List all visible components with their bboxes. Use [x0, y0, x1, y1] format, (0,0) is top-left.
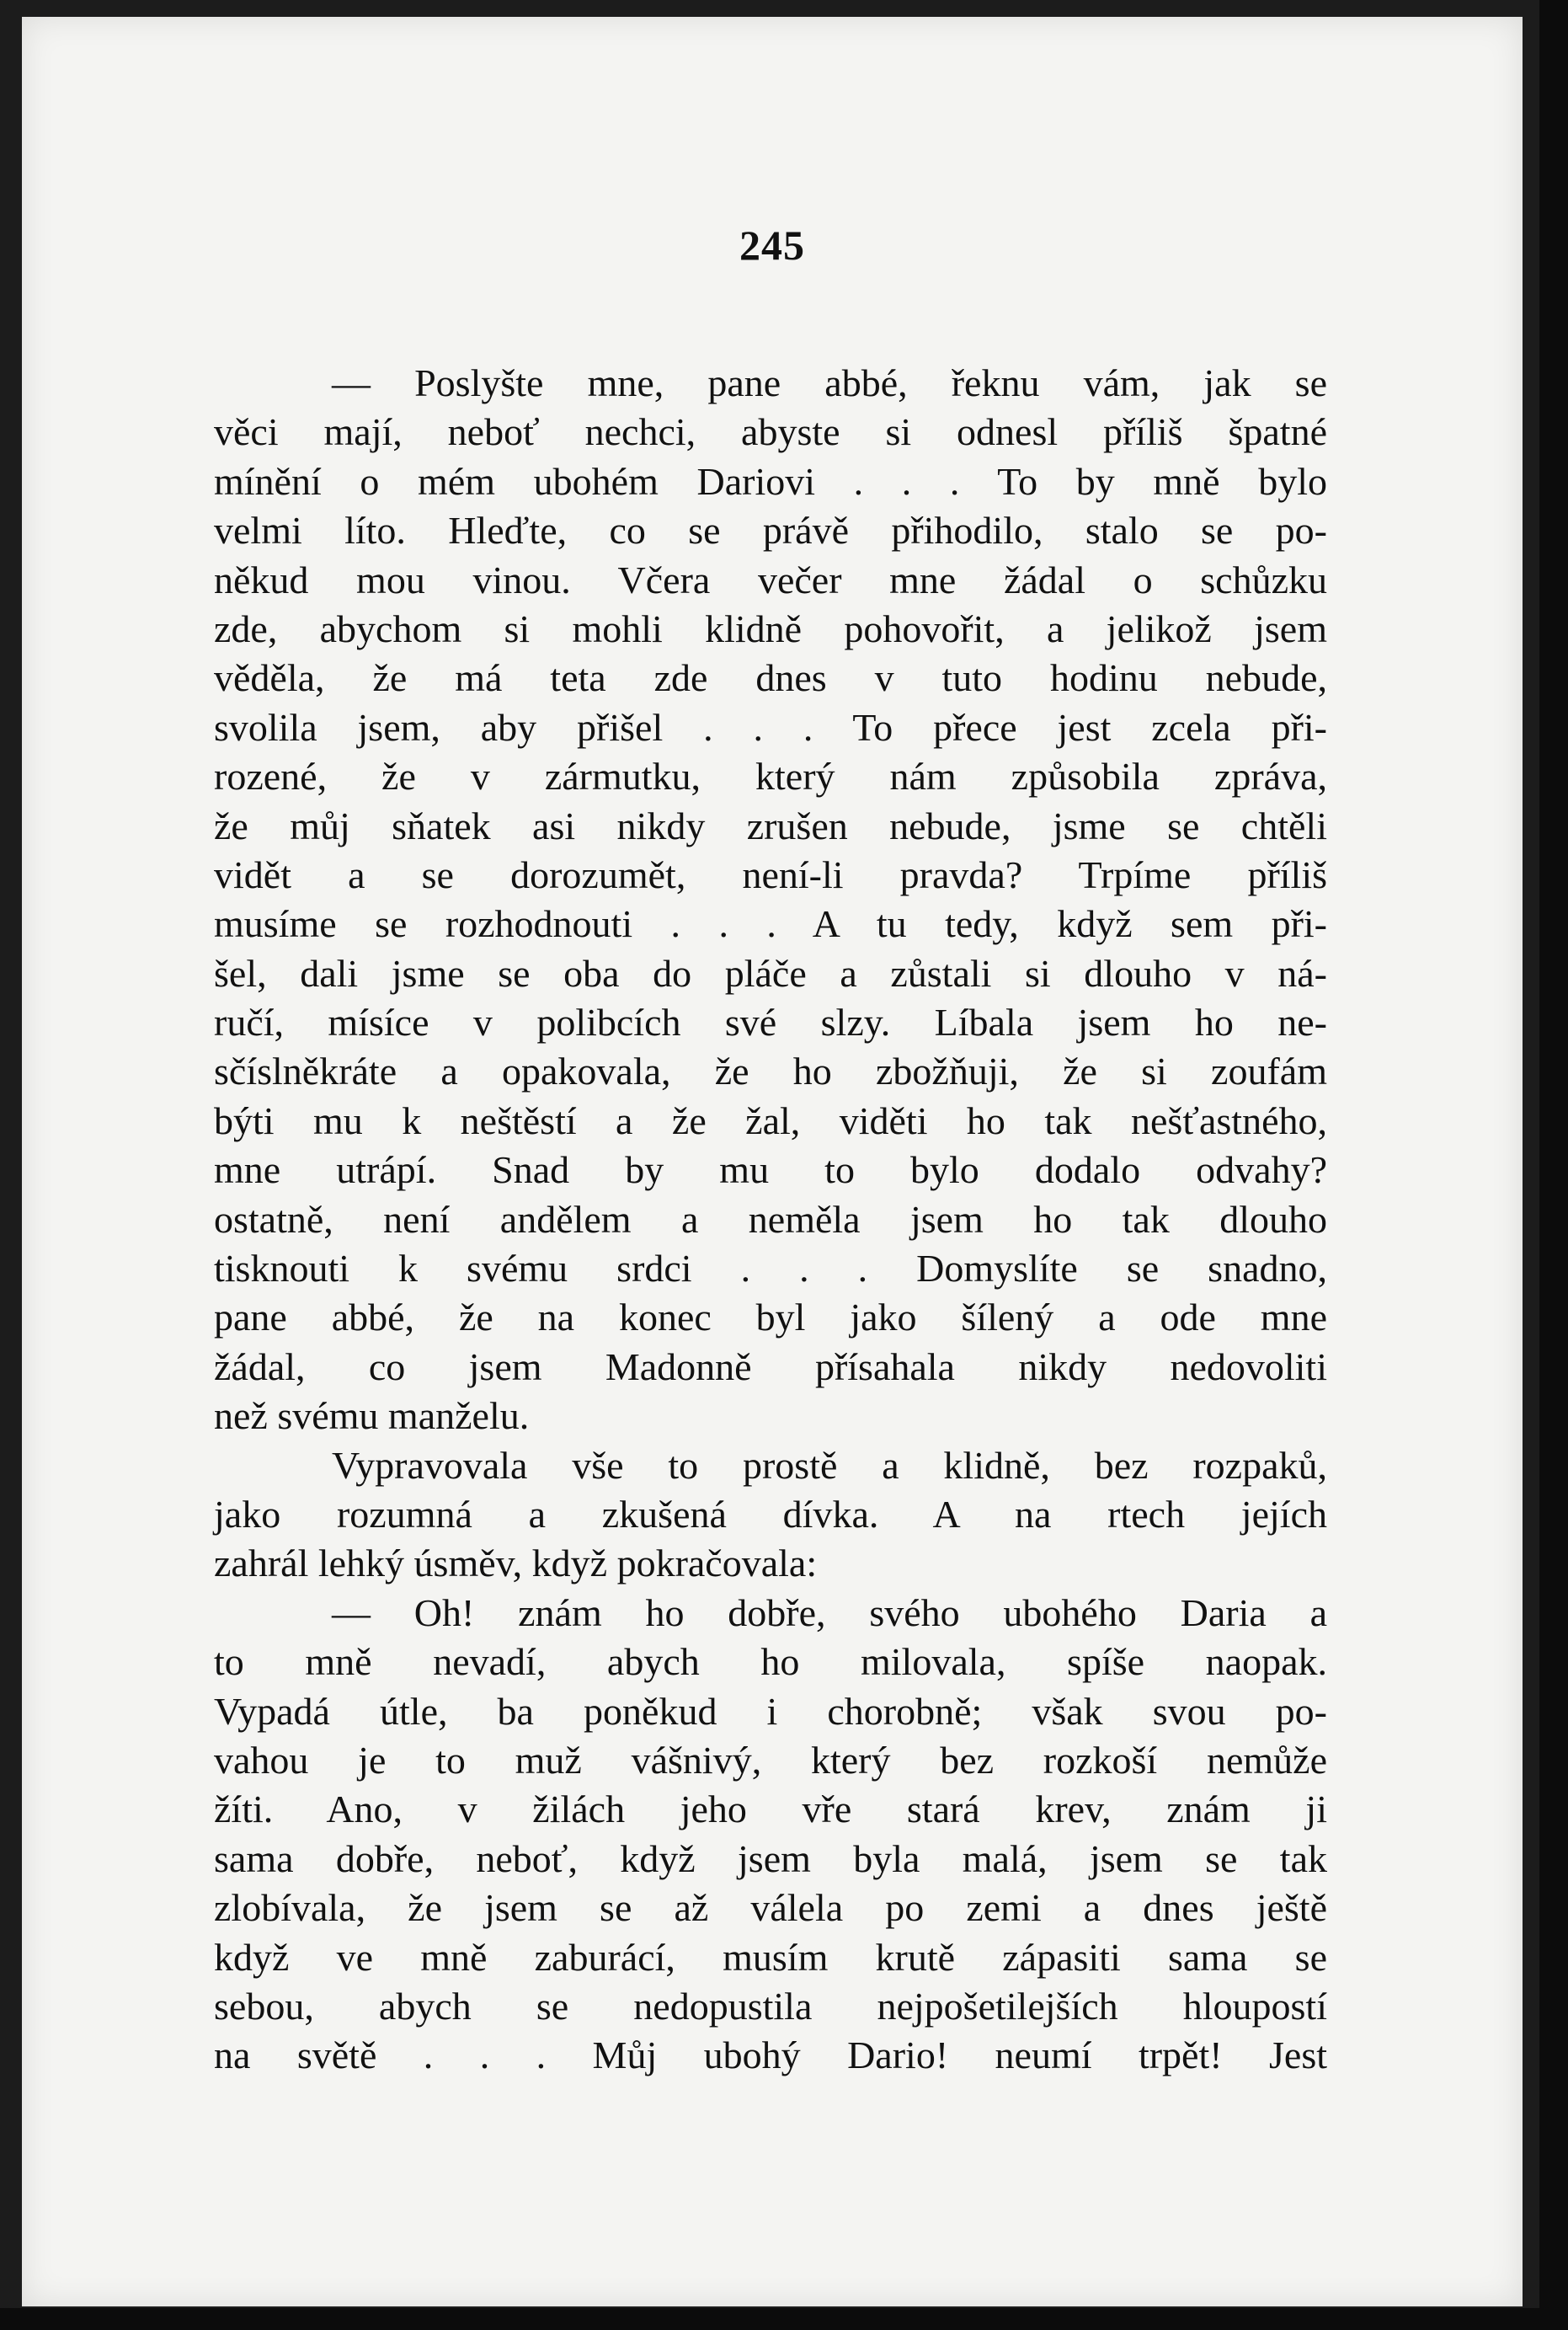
text-line: býti mu k neštěstí a že žal, viděti ho tak nešťastného, — [214, 1098, 1327, 1142]
text-line: rozené, že v zármutku, který nám způsobila zpráva, — [214, 755, 1327, 799]
text-line: když ve mně zaburácí, musím krutě zápasiti sama se — [214, 1935, 1327, 1979]
text-line: ručí, mísíce v polibcích své slzy. Líbala jsem ho ne- — [214, 1001, 1327, 1045]
text-line: Vypadá útle, ba poněkud i chorobně; však svou po- — [214, 1689, 1327, 1733]
text-line: na světě . . . Můj ubohý Dario! neumí trpět! Jest — [214, 2033, 1327, 2077]
text-line: vahou je to muž vášnivý, který bez rozkoší nemůže — [214, 1738, 1327, 1782]
text-line: velmi líto. Hleďte, co se právě přihodilo, stalo se po- — [214, 509, 1327, 553]
text-line: zlobívala, že jsem se až válela po zemi a dnes ještě — [214, 1886, 1327, 1930]
text-line: Vypravovala vše to prostě a klidně, bez rozpaků, — [332, 1443, 1327, 1487]
scan-border-right — [1539, 0, 1568, 2330]
text-line: jako rozumná a zkušená dívka. A na rtech jejích — [214, 1492, 1327, 1536]
text-line: ostatně, není andělem a neměla jsem ho tak dlouho — [214, 1197, 1327, 1241]
text-line: sčíslněkráte a opakovala, že ho zbožňuji, že si zoufám — [214, 1050, 1327, 1093]
text-line: — Oh! znám ho dobře, svého ubohého Daria a — [332, 1590, 1327, 1634]
text-line: žádal, co jsem Madonně přísahala nikdy nedovoliti — [214, 1344, 1327, 1388]
text-line: pane abbé, že na konec byl jako šílený a ode mne — [214, 1296, 1327, 1339]
text-line: zahrál lehký úsměv, když pokračovala: — [214, 1542, 818, 1585]
text-line: vidět a se dorozumět, není-li pravda? Trpíme příliš — [214, 852, 1327, 896]
book-page — [22, 17, 1523, 2306]
text-line: svolila jsem, aby přišel . . . To přece jest zcela při- — [214, 705, 1327, 749]
text-line: než svému manželu. — [214, 1394, 530, 1438]
scan-border-bottom — [0, 2308, 1568, 2330]
text-line: sebou, abych se nedopustila nejpošetilejších hloupostí — [214, 1984, 1327, 2028]
text-line: tisknouti k svému srdci . . . Domyslíte se snadno, — [214, 1247, 1327, 1291]
text-line: mínění o mém ubohém Dariovi . . . To by mně bylo — [214, 459, 1327, 503]
text-line: věci mají, neboť nechci, abyste si odnesl příliš špatné — [214, 410, 1327, 454]
text-line: zde, abychom si mohli klidně pohovořit, a jelikož jsem — [214, 607, 1327, 650]
text-line: žíti. Ano, v žilách jeho vře stará krev, znám ji — [214, 1788, 1327, 1831]
text-line: musíme se rozhodnouti . . . A tu tedy, když sem při- — [214, 902, 1327, 946]
text-line: někud mou vinou. Včera večer mne žádal o schůzku — [214, 558, 1327, 601]
page-number: 245 — [739, 222, 805, 269]
text-line: šel, dali jsme se oba do pláče a zůstali si dlouho v ná- — [214, 951, 1327, 995]
text-line: věděla, že má teta zde dnes v tuto hodinu nebude, — [214, 656, 1327, 700]
body-text — [214, 359, 1327, 2081]
text-line: — Poslyšte mne, pane abbé, řeknu vám, jak se — [332, 361, 1327, 404]
text-line: mne utrápí. Snad by mu to bylo dodalo odvahy? — [214, 1148, 1327, 1192]
text-line: sama dobře, neboť, když jsem byla malá, jsem se tak — [214, 1836, 1327, 1880]
text-line: že můj sňatek asi nikdy zrušen nebude, jsme se chtěli — [214, 804, 1327, 847]
text-line: to mně nevadí, abych ho milovala, spíše naopak. — [214, 1640, 1327, 1684]
